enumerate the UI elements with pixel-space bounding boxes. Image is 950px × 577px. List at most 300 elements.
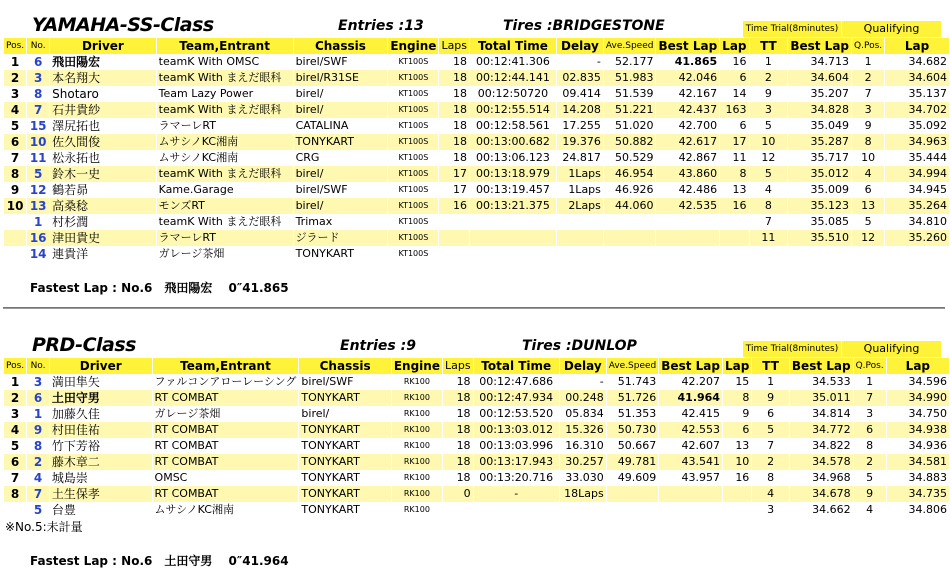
time-trial-best-lap: 34.578 bbox=[790, 454, 853, 470]
chassis: CRG bbox=[295, 151, 320, 164]
qualifying-lap: 35.260 bbox=[885, 230, 949, 246]
fastest-lap-summary: Fastest Lap : No.6 土田守男 0″41.964 bbox=[30, 554, 289, 568]
table-row bbox=[4, 422, 949, 438]
delay: 33.030 bbox=[565, 471, 604, 484]
total-time: 00:12:53.520 bbox=[479, 407, 554, 420]
time-trial-best-lap: 34.678 bbox=[790, 486, 853, 502]
chassis: TONYKART bbox=[301, 439, 360, 452]
best-lap-number: 11 bbox=[732, 151, 747, 164]
qualifying-position: 6 bbox=[864, 183, 872, 196]
table-row bbox=[4, 438, 949, 454]
table-row bbox=[4, 454, 949, 470]
table-row bbox=[4, 390, 949, 406]
qualifying-lap: 34.945 bbox=[908, 183, 947, 196]
qualifying-position: 1 bbox=[864, 55, 872, 68]
qualifying-position: 4 bbox=[852, 166, 884, 182]
engine: RK100 bbox=[403, 473, 430, 482]
total-time: 00:13:19.457 bbox=[476, 183, 550, 196]
delay: 1Laps bbox=[557, 166, 603, 182]
driver-name: 澤尻拓也 bbox=[52, 119, 101, 133]
qualifying-lap: 35.137 bbox=[908, 87, 947, 100]
qualifying-position bbox=[852, 246, 884, 262]
table-row bbox=[4, 374, 949, 390]
time-trial-position: 5 bbox=[752, 422, 789, 438]
best-lap bbox=[659, 502, 722, 518]
position: 4 bbox=[4, 102, 26, 118]
chassis: birel/ bbox=[294, 102, 388, 118]
driver-name: 松永拓也 bbox=[52, 151, 101, 165]
car-number: 11 bbox=[29, 151, 47, 165]
best-lap: 42.535 bbox=[656, 198, 719, 214]
delay: 00.248 bbox=[560, 390, 606, 406]
laps: 18 bbox=[443, 454, 473, 470]
car-number: 8 bbox=[33, 439, 43, 453]
laps: 18 bbox=[456, 439, 471, 452]
table-row bbox=[4, 470, 949, 486]
chassis: birel/ bbox=[301, 407, 330, 420]
laps: 16 bbox=[439, 198, 469, 214]
qualifying-position: 5 bbox=[864, 215, 872, 228]
class-title: YAMAHA-SS-Class bbox=[32, 14, 214, 36]
qualifying-lap: 34.702 bbox=[885, 102, 949, 118]
engine: RK100 bbox=[392, 390, 442, 406]
laps: 18 bbox=[453, 151, 468, 164]
qualifying-lap: 34.810 bbox=[908, 215, 947, 228]
qualifying-position: 6 bbox=[854, 422, 886, 438]
delay: - bbox=[599, 375, 604, 388]
average-speed: 51.743 bbox=[617, 375, 657, 388]
delay: 05.834 bbox=[565, 407, 604, 420]
qualifying-position: 1 bbox=[866, 375, 874, 388]
time-trial-best-lap: 35.011 bbox=[790, 390, 853, 406]
qualifying-lap: 34.806 bbox=[908, 503, 947, 516]
average-speed: 51.983 bbox=[604, 70, 656, 86]
table-row bbox=[4, 246, 949, 262]
delay: 02.835 bbox=[557, 70, 603, 86]
driver-name: 連貴洋 bbox=[52, 247, 89, 261]
chassis: birel/SWF bbox=[295, 55, 348, 68]
best-lap: 42.617 bbox=[656, 134, 719, 150]
fastest-lap-summary: Fastest Lap : No.6 飛田陽宏 0″41.865 bbox=[30, 281, 289, 295]
column-header-qpos: Q.Pos. bbox=[852, 38, 884, 54]
driver-name: 石井貴紗 bbox=[50, 102, 156, 118]
position: 8 bbox=[4, 166, 26, 182]
time-trial-best-lap: 35.207 bbox=[810, 87, 850, 100]
time-trial-best-lap: 35.085 bbox=[810, 215, 850, 228]
table-row bbox=[4, 134, 949, 150]
average-speed: 50.730 bbox=[607, 422, 659, 438]
best-lap: 42.607 bbox=[681, 439, 720, 452]
table-row bbox=[4, 150, 949, 166]
team-name: ガレージ茶畑 bbox=[154, 407, 221, 420]
yamaha-ss-class-section bbox=[0, 12, 950, 262]
position: 6 bbox=[4, 454, 26, 470]
delay bbox=[557, 246, 603, 262]
car-number: 14 bbox=[29, 247, 47, 261]
engine: KT100S bbox=[388, 70, 438, 86]
qualifying-position: 4 bbox=[866, 503, 874, 516]
total-time bbox=[474, 502, 559, 518]
engine: RK100 bbox=[392, 454, 442, 470]
qualifying-position: 10 bbox=[861, 151, 876, 164]
team-name: OMSC bbox=[154, 471, 188, 484]
best-lap-number: 10 bbox=[723, 454, 751, 470]
total-time: 00:12:41.306 bbox=[476, 55, 550, 68]
total-time: 00:13:03.996 bbox=[479, 439, 554, 452]
average-speed: 49.781 bbox=[607, 454, 659, 470]
time-trial-best-lap bbox=[788, 246, 851, 262]
qualifying-lap: 34.596 bbox=[908, 375, 947, 388]
column-header-tt: TT bbox=[752, 358, 789, 374]
header-row bbox=[4, 38, 949, 54]
column-header-pos: Pos. bbox=[4, 38, 26, 54]
table-row bbox=[4, 406, 949, 422]
driver-name: 竹下芳裕 bbox=[51, 439, 100, 453]
column-header-team: Team,Entrant bbox=[157, 38, 293, 54]
average-speed: 46.926 bbox=[614, 183, 654, 196]
table-row bbox=[4, 102, 949, 118]
qualifying-position: 8 bbox=[852, 134, 884, 150]
qualifying-position: 9 bbox=[854, 486, 886, 502]
qualifying-lap: 34.750 bbox=[908, 407, 947, 420]
total-time bbox=[470, 246, 556, 262]
laps: 18 bbox=[439, 70, 469, 86]
team-name: RT COMBAT bbox=[153, 390, 299, 406]
car-number: 10 bbox=[27, 134, 49, 150]
qualifying-position: 13 bbox=[852, 198, 884, 214]
time-trial-best-lap: 35.717 bbox=[810, 151, 850, 164]
time-trial-position: 2 bbox=[750, 70, 788, 86]
laps bbox=[439, 214, 469, 230]
tires-label: Tires :BRIDGESTONE bbox=[503, 18, 665, 34]
chassis: birel/ bbox=[295, 87, 324, 100]
position: 3 bbox=[10, 407, 20, 421]
best-lap: 42.553 bbox=[659, 422, 722, 438]
qualifying-lap: 34.936 bbox=[908, 439, 947, 452]
engine: KT100S bbox=[388, 102, 438, 118]
driver-name: 高桑稔 bbox=[50, 198, 156, 214]
laps: 17 bbox=[453, 183, 468, 196]
qualifying-position: 7 bbox=[854, 390, 886, 406]
column-header-no: No. bbox=[27, 38, 49, 54]
table-row bbox=[4, 214, 949, 230]
driver-name: Shotaro bbox=[52, 87, 99, 101]
best-lap-number: 8 bbox=[723, 390, 751, 406]
time-trial-best-lap: 34.968 bbox=[812, 471, 851, 484]
driver-name: 加藤久佳 bbox=[51, 407, 100, 421]
position: 6 bbox=[4, 134, 26, 150]
position: 5 bbox=[10, 439, 20, 453]
driver-name: 鈴木一史 bbox=[50, 166, 156, 182]
car-number: 2 bbox=[27, 454, 49, 470]
total-time: 00:12:55.514 bbox=[470, 102, 556, 118]
driver-name: 土田守男 bbox=[50, 390, 152, 406]
best-lap-number bbox=[720, 230, 748, 246]
qualifying-position: 3 bbox=[866, 407, 874, 420]
results-table bbox=[3, 358, 950, 518]
best-lap bbox=[656, 246, 719, 262]
team-name: RT COMBAT bbox=[153, 422, 299, 438]
engine: KT100S bbox=[388, 166, 438, 182]
delay: 09.414 bbox=[562, 87, 601, 100]
time-trial-header: Time Trial(8minutes) bbox=[743, 21, 841, 37]
time-trial-best-lap: 35.510 bbox=[788, 230, 851, 246]
car-number: 6 bbox=[33, 55, 43, 69]
engine: RK100 bbox=[403, 441, 430, 450]
column-header-engine: Engine bbox=[390, 39, 437, 53]
delay: - bbox=[596, 55, 601, 68]
average-speed: 51.539 bbox=[614, 87, 654, 100]
laps bbox=[439, 246, 469, 262]
chassis: TONYKART bbox=[299, 390, 390, 406]
total-time: 00:13:17.943 bbox=[474, 454, 559, 470]
table-row bbox=[4, 502, 949, 518]
table-row bbox=[4, 230, 949, 246]
best-lap: 43.541 bbox=[659, 454, 722, 470]
column-header-tt-best: Best Lap bbox=[790, 39, 850, 53]
engine: KT100S bbox=[388, 134, 438, 150]
qualifying-lap: 34.938 bbox=[887, 422, 949, 438]
driver-name: 藤木章二 bbox=[50, 454, 152, 470]
chassis: birel/SWF bbox=[295, 183, 348, 196]
column-header-chassis: Chassis bbox=[294, 38, 388, 54]
best-lap: 41.964 bbox=[659, 390, 722, 406]
driver-name: 土生保孝 bbox=[50, 486, 152, 502]
time-trial-position: 6 bbox=[767, 407, 775, 420]
column-header-pos: Pos. bbox=[4, 358, 26, 374]
qualifying-lap: 34.883 bbox=[908, 471, 947, 484]
team-name: ムサシノKC湘南 bbox=[154, 503, 234, 516]
total-time: 00:13:00.682 bbox=[470, 134, 556, 150]
column-header-driver: Driver bbox=[50, 38, 156, 54]
team-name: Team Lazy Power bbox=[158, 87, 254, 100]
total-time: 00:12:58.561 bbox=[476, 119, 550, 132]
position: 7 bbox=[10, 471, 20, 485]
engine: KT100S bbox=[388, 230, 438, 246]
best-lap-number: 16 bbox=[735, 471, 750, 484]
time-trial-best-lap: 34.533 bbox=[812, 375, 851, 388]
table-row bbox=[4, 486, 949, 502]
average-speed: 50.667 bbox=[617, 439, 657, 452]
time-trial-best-lap: 34.772 bbox=[790, 422, 853, 438]
position: 2 bbox=[4, 390, 26, 406]
time-trial-best-lap: 34.604 bbox=[788, 70, 851, 86]
position bbox=[4, 230, 26, 246]
best-lap-number: 17 bbox=[720, 134, 748, 150]
average-speed bbox=[604, 230, 656, 246]
best-lap-number: 8 bbox=[720, 166, 748, 182]
qualifying-header: Qualifying bbox=[842, 21, 941, 37]
time-trial-position: 7 bbox=[764, 215, 772, 228]
position: 9 bbox=[10, 183, 20, 197]
position: 1 bbox=[10, 55, 20, 69]
position bbox=[4, 246, 26, 262]
time-trial-position: 3 bbox=[750, 102, 788, 118]
header-row bbox=[4, 358, 949, 374]
best-lap: 42.486 bbox=[678, 183, 718, 196]
average-speed: 44.060 bbox=[604, 198, 656, 214]
time-trial-position bbox=[750, 246, 788, 262]
best-lap: 42.046 bbox=[656, 70, 719, 86]
total-time: 00:13:18.979 bbox=[470, 166, 556, 182]
qualifying-position: 3 bbox=[852, 102, 884, 118]
best-lap-number: 6 bbox=[720, 70, 748, 86]
column-header-tt-best: Best Lap bbox=[791, 359, 851, 373]
column-header-no: No. bbox=[27, 358, 49, 374]
car-number: 13 bbox=[27, 198, 49, 214]
total-time: 00:13:20.716 bbox=[479, 471, 554, 484]
position: 10 bbox=[4, 198, 26, 214]
delay: 17.255 bbox=[562, 119, 601, 132]
qualifying-lap: 35.092 bbox=[908, 119, 947, 132]
team-name: Kame.Garage bbox=[158, 183, 234, 196]
average-speed: 51.020 bbox=[614, 119, 654, 132]
best-lap: 42.167 bbox=[678, 87, 718, 100]
column-header-ave-speed: Ave.Speed bbox=[604, 38, 656, 54]
qualifying-position: 2 bbox=[852, 70, 884, 86]
time-trial-best-lap: 35.049 bbox=[810, 119, 850, 132]
qualifying-lap: 34.581 bbox=[887, 454, 949, 470]
best-lap-number: 16 bbox=[732, 55, 747, 68]
laps bbox=[439, 230, 469, 246]
driver-name: 飛田陽宏 bbox=[52, 55, 101, 69]
qualifying-position: 2 bbox=[854, 454, 886, 470]
table-row bbox=[4, 86, 949, 102]
driver-name: 村田佳祐 bbox=[50, 422, 152, 438]
best-lap: 42.867 bbox=[678, 151, 718, 164]
car-number: 3 bbox=[27, 70, 49, 86]
column-header-ave-speed: Ave.Speed bbox=[607, 358, 659, 374]
team-name: teamK With まえだ眼科 bbox=[158, 215, 282, 228]
delay: 18Laps bbox=[560, 486, 606, 502]
car-number: 7 bbox=[27, 102, 49, 118]
best-lap: 42.415 bbox=[681, 407, 720, 420]
table-row bbox=[4, 198, 949, 214]
chassis: CATALINA bbox=[295, 119, 349, 132]
engine: KT100S bbox=[398, 249, 429, 258]
column-header-tt: TT bbox=[750, 38, 788, 54]
best-lap-number bbox=[720, 246, 748, 262]
class-title: PRD-Class bbox=[32, 334, 136, 356]
average-speed: 46.954 bbox=[604, 166, 656, 182]
qualifying-position: 8 bbox=[866, 439, 874, 452]
column-header-chassis: Chassis bbox=[299, 358, 390, 374]
best-lap-number: 14 bbox=[732, 87, 747, 100]
time-trial-best-lap: 35.009 bbox=[810, 183, 850, 196]
time-trial-best-lap: 34.828 bbox=[788, 102, 851, 118]
best-lap-number: 15 bbox=[735, 375, 750, 388]
prd-class-section bbox=[0, 332, 950, 518]
average-speed: 49.609 bbox=[617, 471, 657, 484]
average-speed: 50.882 bbox=[604, 134, 656, 150]
column-header-best-lap: Best Lap bbox=[658, 39, 718, 53]
laps: 0 bbox=[443, 486, 473, 502]
laps: 18 bbox=[453, 119, 468, 132]
car-number: 4 bbox=[33, 471, 43, 485]
qualifying-header: Qualifying bbox=[842, 341, 941, 357]
qualifying-position: 9 bbox=[864, 119, 872, 132]
time-trial-position: 8 bbox=[750, 198, 788, 214]
car-number: 7 bbox=[27, 486, 49, 502]
best-lap: 41.865 bbox=[674, 55, 718, 68]
position: 3 bbox=[10, 87, 20, 101]
position: 7 bbox=[10, 151, 20, 165]
time-trial-position: 12 bbox=[761, 151, 776, 164]
qualifying-position: 5 bbox=[866, 471, 874, 484]
chassis: ジラード bbox=[294, 230, 388, 246]
team-name: ファルコンアローレーシング bbox=[154, 375, 297, 388]
column-header-delay: Delay bbox=[557, 38, 603, 54]
column-header-engine: Engine bbox=[393, 359, 440, 373]
team-name: ムサシノKC湘南 bbox=[157, 134, 293, 150]
engine: KT100S bbox=[398, 217, 429, 226]
time-trial-position: 4 bbox=[752, 486, 789, 502]
column-header-lap: Lap bbox=[724, 359, 750, 373]
qualifying-lap: 34.994 bbox=[885, 166, 949, 182]
engine: RK100 bbox=[392, 486, 442, 502]
total-time: 00:12:44.141 bbox=[470, 70, 556, 86]
driver-name: 台豊 bbox=[51, 503, 76, 517]
best-lap: 43.957 bbox=[681, 471, 720, 484]
entries-count: Entries :13 bbox=[338, 18, 424, 34]
position: 8 bbox=[4, 486, 26, 502]
laps: 18 bbox=[439, 102, 469, 118]
column-header-total-time: Total Time bbox=[474, 358, 559, 374]
laps: 17 bbox=[439, 166, 469, 182]
table-row bbox=[4, 118, 949, 134]
time-trial-best-lap: 35.012 bbox=[788, 166, 851, 182]
engine: RK100 bbox=[403, 377, 430, 386]
chassis: Trimax bbox=[295, 215, 333, 228]
column-header-qlap: Lap bbox=[885, 38, 949, 54]
engine: RK100 bbox=[403, 505, 430, 514]
time-trial-position: 10 bbox=[750, 134, 788, 150]
best-lap-number: 6 bbox=[723, 422, 751, 438]
engine: KT100S bbox=[398, 121, 429, 130]
driver-name: 鶴若昴 bbox=[52, 183, 89, 197]
engine: KT100S bbox=[398, 153, 429, 162]
car-number: 15 bbox=[29, 119, 47, 133]
tires-label: Tires :DUNLOP bbox=[522, 338, 637, 354]
best-lap-number bbox=[723, 486, 751, 502]
best-lap: 42.437 bbox=[656, 102, 719, 118]
chassis: TONYKART bbox=[295, 247, 354, 260]
car-number: 5 bbox=[33, 503, 43, 517]
time-trial-best-lap: 34.713 bbox=[810, 55, 850, 68]
average-speed bbox=[607, 502, 659, 518]
qualifying-lap: 34.990 bbox=[887, 390, 949, 406]
average-speed bbox=[604, 214, 656, 230]
position bbox=[4, 502, 26, 518]
best-lap-number bbox=[723, 502, 751, 518]
driver-name: 満田隼矢 bbox=[51, 375, 100, 389]
qualifying-lap: 34.682 bbox=[908, 55, 947, 68]
qualifying-lap: 34.735 bbox=[887, 486, 949, 502]
driver-name: 城島崇 bbox=[51, 471, 88, 485]
laps: 18 bbox=[453, 87, 468, 100]
time-trial-position: 1 bbox=[764, 55, 772, 68]
table-row bbox=[4, 54, 949, 70]
team-name: ムサシノKC湘南 bbox=[158, 151, 239, 164]
team-name: RT COMBAT bbox=[153, 486, 299, 502]
best-lap-number: 6 bbox=[739, 119, 747, 132]
best-lap-number: 163 bbox=[720, 102, 748, 118]
total-time bbox=[470, 230, 556, 246]
column-header-laps: Laps bbox=[444, 359, 471, 372]
best-lap bbox=[659, 486, 722, 502]
laps bbox=[443, 502, 473, 518]
team-name: teamK With まえだ眼科 bbox=[157, 166, 293, 182]
